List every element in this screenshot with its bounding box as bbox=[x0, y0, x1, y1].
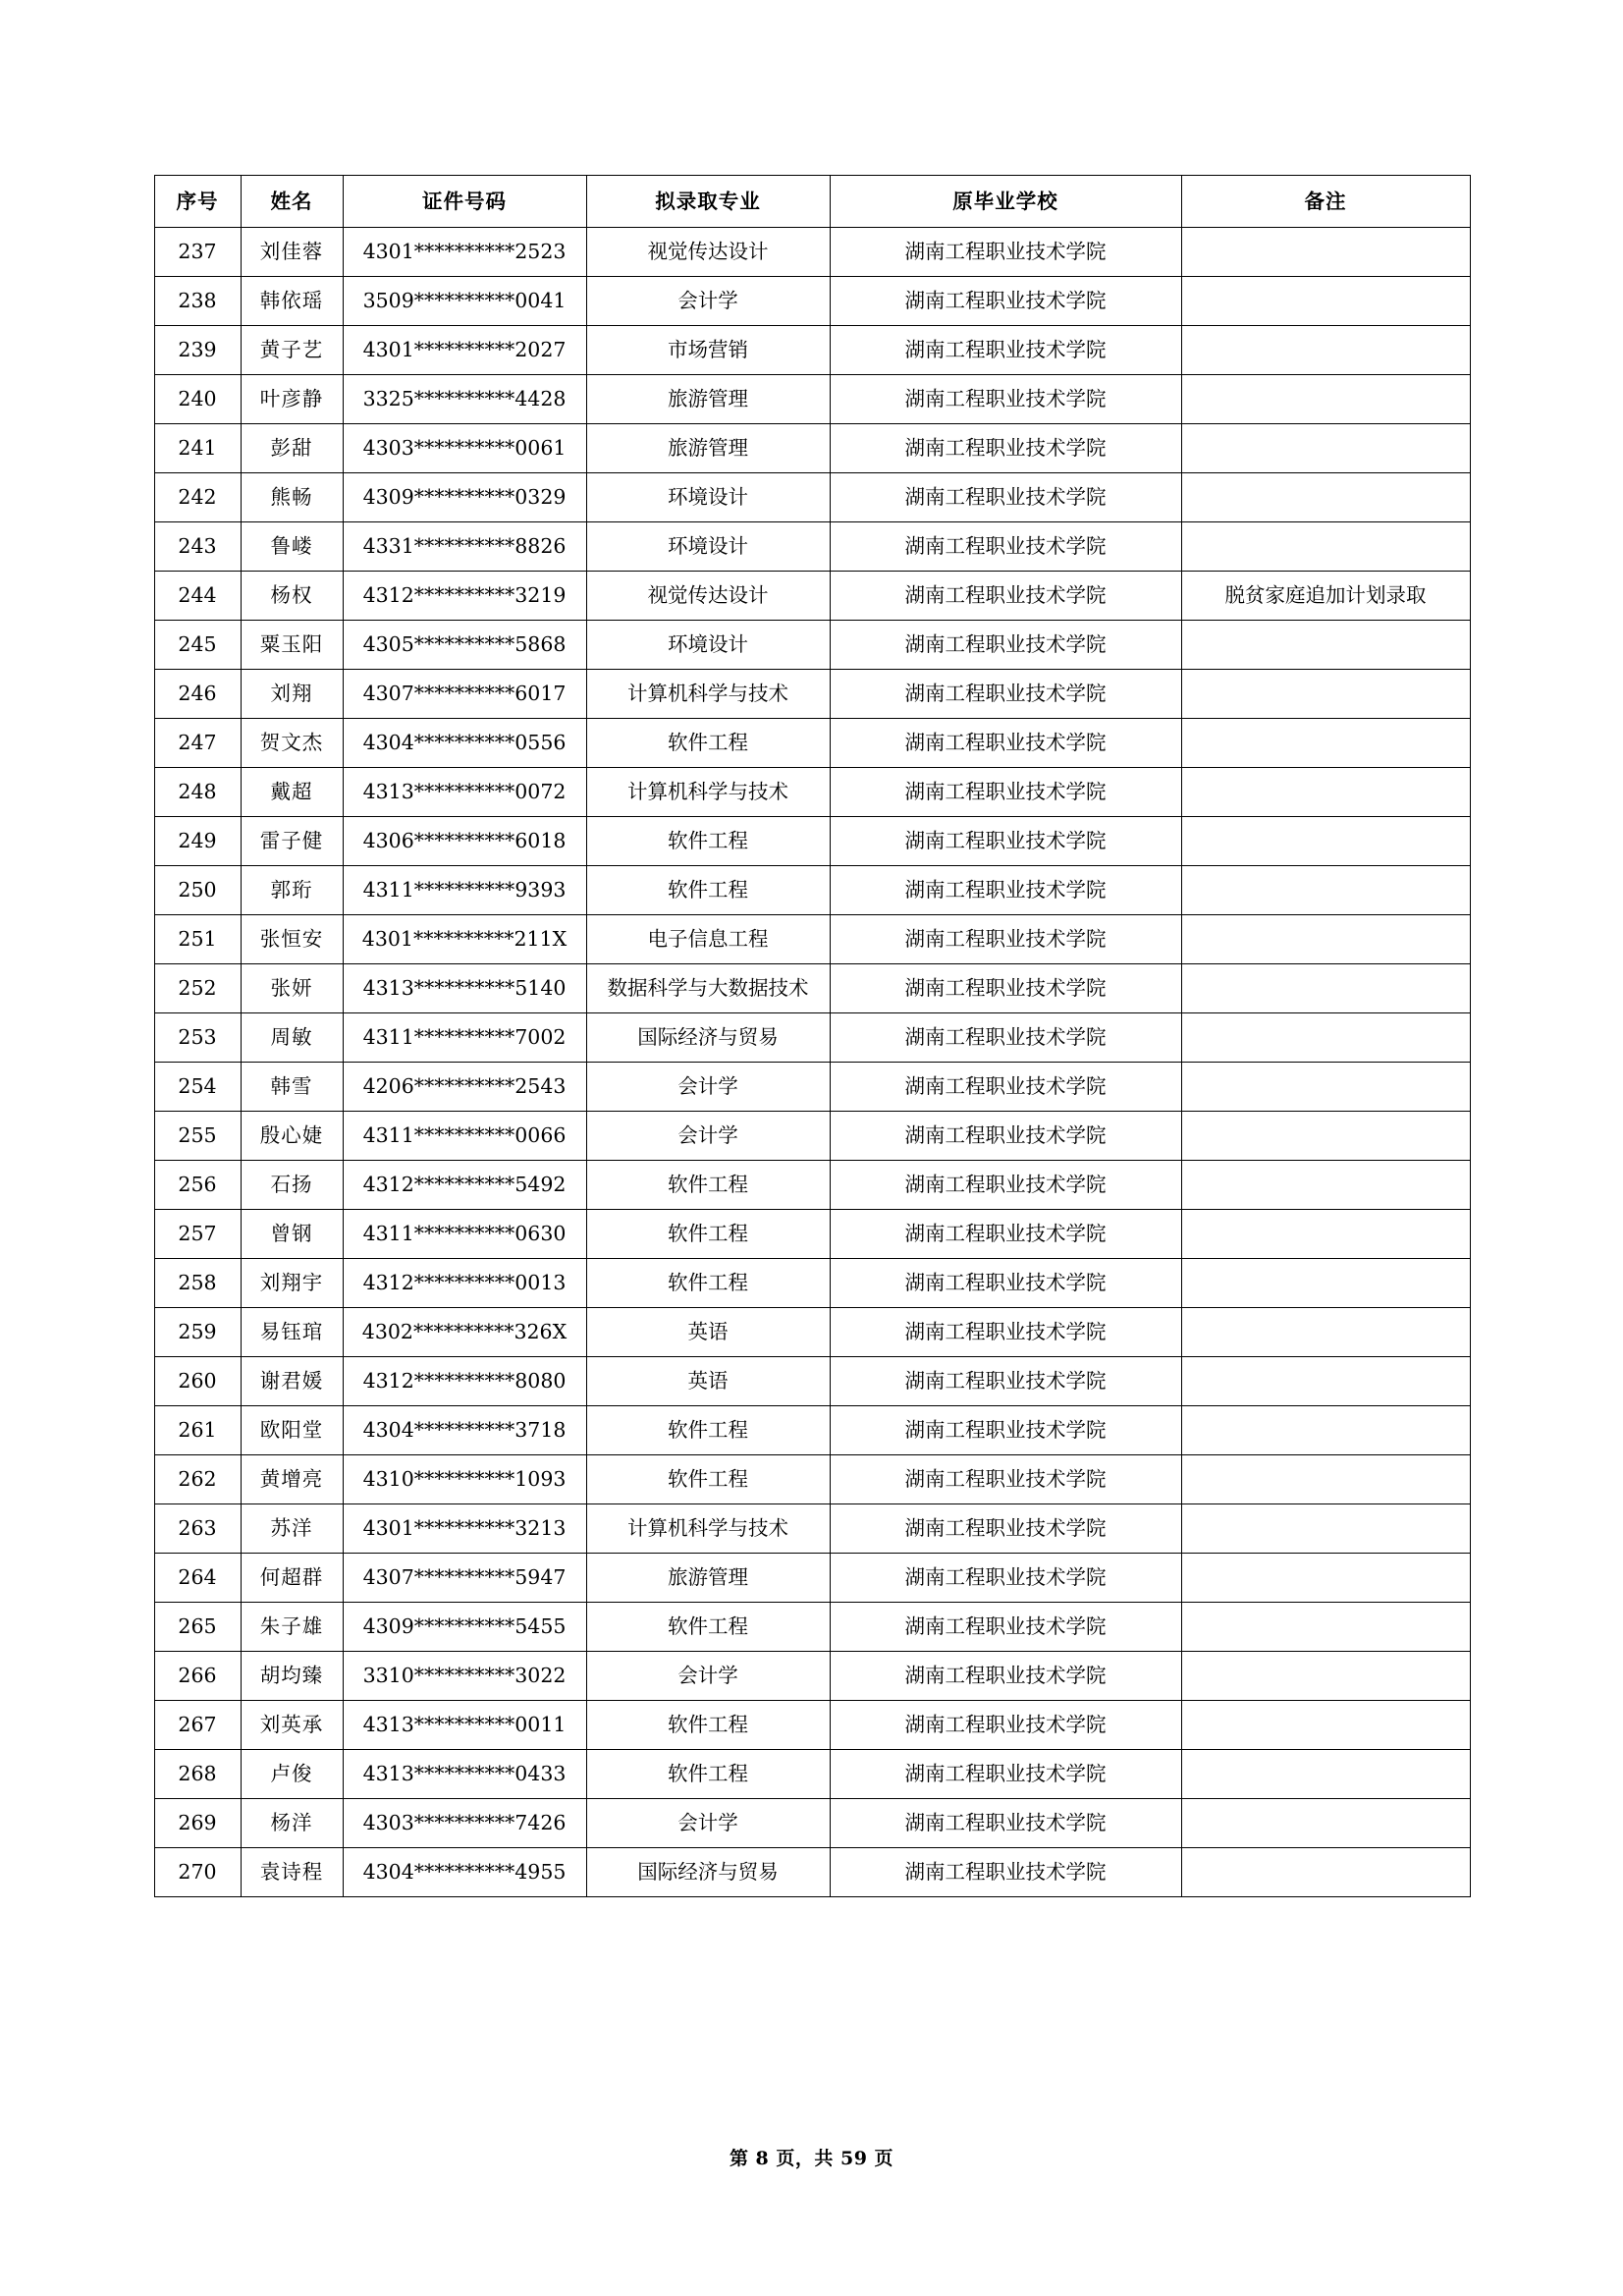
cell-school: 湖南工程职业技术学院 bbox=[830, 522, 1181, 572]
cell-seq: 239 bbox=[154, 326, 241, 375]
cell-id-number: 3509**********0041 bbox=[343, 277, 586, 326]
cell-name: 刘佳蓉 bbox=[241, 228, 343, 277]
cell-seq: 257 bbox=[154, 1210, 241, 1259]
cell-seq: 245 bbox=[154, 621, 241, 670]
cell-name: 易钰琯 bbox=[241, 1308, 343, 1357]
cell-name: 郭珩 bbox=[241, 866, 343, 915]
cell-name: 苏洋 bbox=[241, 1504, 343, 1554]
cell-school: 湖南工程职业技术学院 bbox=[830, 915, 1181, 964]
column-header-note: 备注 bbox=[1181, 176, 1470, 228]
cell-id-number: 4312**********0013 bbox=[343, 1259, 586, 1308]
cell-name: 韩雪 bbox=[241, 1063, 343, 1112]
cell-school: 湖南工程职业技术学院 bbox=[830, 1357, 1181, 1406]
cell-major: 视觉传达设计 bbox=[586, 228, 830, 277]
cell-major: 旅游管理 bbox=[586, 424, 830, 473]
cell-major: 软件工程 bbox=[586, 1161, 830, 1210]
cell-name: 黄子艺 bbox=[241, 326, 343, 375]
cell-id-number: 4303**********0061 bbox=[343, 424, 586, 473]
cell-id-number: 4311**********9393 bbox=[343, 866, 586, 915]
cell-major: 会计学 bbox=[586, 1063, 830, 1112]
cell-school: 湖南工程职业技术学院 bbox=[830, 375, 1181, 424]
cell-id-number: 4304**********3718 bbox=[343, 1406, 586, 1455]
cell-id-number: 4301**********2523 bbox=[343, 228, 586, 277]
column-header-major: 拟录取专业 bbox=[586, 176, 830, 228]
cell-major: 视觉传达设计 bbox=[586, 572, 830, 621]
cell-note bbox=[1181, 1161, 1470, 1210]
cell-seq: 267 bbox=[154, 1701, 241, 1750]
cell-note bbox=[1181, 817, 1470, 866]
cell-seq: 263 bbox=[154, 1504, 241, 1554]
cell-seq: 249 bbox=[154, 817, 241, 866]
cell-major: 电子信息工程 bbox=[586, 915, 830, 964]
cell-id-number: 4312**********5492 bbox=[343, 1161, 586, 1210]
table-row bbox=[154, 964, 1470, 1013]
table-row bbox=[154, 1504, 1470, 1554]
cell-id-number: 4301**********3213 bbox=[343, 1504, 586, 1554]
cell-seq: 258 bbox=[154, 1259, 241, 1308]
table-row bbox=[154, 1848, 1470, 1897]
cell-name: 贺文杰 bbox=[241, 719, 343, 768]
cell-school: 湖南工程职业技术学院 bbox=[830, 228, 1181, 277]
table-row bbox=[154, 1308, 1470, 1357]
cell-seq: 256 bbox=[154, 1161, 241, 1210]
cell-major: 软件工程 bbox=[586, 1455, 830, 1504]
table-row bbox=[154, 1406, 1470, 1455]
cell-id-number: 4312**********3219 bbox=[343, 572, 586, 621]
cell-name: 韩依瑶 bbox=[241, 277, 343, 326]
table-row bbox=[154, 473, 1470, 522]
cell-seq: 248 bbox=[154, 768, 241, 817]
cell-name: 粟玉阳 bbox=[241, 621, 343, 670]
cell-school: 湖南工程职业技术学院 bbox=[830, 1652, 1181, 1701]
cell-note bbox=[1181, 1652, 1470, 1701]
cell-name: 袁诗程 bbox=[241, 1848, 343, 1897]
table-row bbox=[154, 1554, 1470, 1603]
table-row bbox=[154, 621, 1470, 670]
cell-name: 张妍 bbox=[241, 964, 343, 1013]
page-number-label: 第 8 页，共 59 页 bbox=[729, 2148, 894, 2169]
table-row bbox=[154, 1652, 1470, 1701]
cell-major: 软件工程 bbox=[586, 1259, 830, 1308]
cell-id-number: 4311**********0630 bbox=[343, 1210, 586, 1259]
table-row bbox=[154, 1112, 1470, 1161]
cell-note bbox=[1181, 522, 1470, 572]
table-row bbox=[154, 1063, 1470, 1112]
cell-school: 湖南工程职业技术学院 bbox=[830, 1013, 1181, 1063]
cell-id-number: 4309**********0329 bbox=[343, 473, 586, 522]
cell-school: 湖南工程职业技术学院 bbox=[830, 1308, 1181, 1357]
cell-note bbox=[1181, 1357, 1470, 1406]
cell-name: 张恒安 bbox=[241, 915, 343, 964]
cell-seq: 244 bbox=[154, 572, 241, 621]
roster-table-container bbox=[154, 175, 1470, 1897]
cell-name: 周敏 bbox=[241, 1013, 343, 1063]
cell-id-number: 4331**********8826 bbox=[343, 522, 586, 572]
cell-school: 湖南工程职业技术学院 bbox=[830, 1161, 1181, 1210]
cell-name: 曾钢 bbox=[241, 1210, 343, 1259]
table-row bbox=[154, 1701, 1470, 1750]
cell-name: 胡均臻 bbox=[241, 1652, 343, 1701]
table-row bbox=[154, 1603, 1470, 1652]
cell-seq: 253 bbox=[154, 1013, 241, 1063]
cell-id-number: 4313**********0011 bbox=[343, 1701, 586, 1750]
cell-note bbox=[1181, 719, 1470, 768]
cell-major: 软件工程 bbox=[586, 817, 830, 866]
cell-name: 鲁嵝 bbox=[241, 522, 343, 572]
cell-school: 湖南工程职业技术学院 bbox=[830, 866, 1181, 915]
cell-id-number: 4304**********0556 bbox=[343, 719, 586, 768]
cell-id-number: 4206**********2543 bbox=[343, 1063, 586, 1112]
cell-note bbox=[1181, 1308, 1470, 1357]
cell-note bbox=[1181, 1210, 1470, 1259]
cell-major: 国际经济与贸易 bbox=[586, 1013, 830, 1063]
cell-major: 英语 bbox=[586, 1357, 830, 1406]
cell-major: 软件工程 bbox=[586, 1750, 830, 1799]
cell-id-number: 4312**********8080 bbox=[343, 1357, 586, 1406]
table-row bbox=[154, 1750, 1470, 1799]
cell-school: 湖南工程职业技术学院 bbox=[830, 473, 1181, 522]
cell-note bbox=[1181, 1259, 1470, 1308]
cell-note bbox=[1181, 473, 1470, 522]
cell-name: 石扬 bbox=[241, 1161, 343, 1210]
cell-id-number: 4310**********1093 bbox=[343, 1455, 586, 1504]
cell-school: 湖南工程职业技术学院 bbox=[830, 572, 1181, 621]
cell-seq: 242 bbox=[154, 473, 241, 522]
cell-major: 软件工程 bbox=[586, 1603, 830, 1652]
cell-name: 叶彦静 bbox=[241, 375, 343, 424]
cell-name: 刘英承 bbox=[241, 1701, 343, 1750]
cell-note bbox=[1181, 915, 1470, 964]
cell-note bbox=[1181, 964, 1470, 1013]
cell-school: 湖南工程职业技术学院 bbox=[830, 277, 1181, 326]
cell-note bbox=[1181, 1406, 1470, 1455]
cell-id-number: 4311**********0066 bbox=[343, 1112, 586, 1161]
cell-school: 湖南工程职业技术学院 bbox=[830, 1504, 1181, 1554]
cell-major: 软件工程 bbox=[586, 1701, 830, 1750]
cell-seq: 268 bbox=[154, 1750, 241, 1799]
table-row bbox=[154, 817, 1470, 866]
table-row bbox=[154, 1799, 1470, 1848]
cell-major: 软件工程 bbox=[586, 1210, 830, 1259]
cell-name: 雷子健 bbox=[241, 817, 343, 866]
cell-school: 湖南工程职业技术学院 bbox=[830, 1750, 1181, 1799]
cell-id-number: 4307**********6017 bbox=[343, 670, 586, 719]
cell-id-number: 4301**********2027 bbox=[343, 326, 586, 375]
table-row bbox=[154, 1357, 1470, 1406]
table-row bbox=[154, 670, 1470, 719]
cell-major: 环境设计 bbox=[586, 473, 830, 522]
cell-school: 湖南工程职业技术学院 bbox=[830, 964, 1181, 1013]
cell-id-number: 4304**********4955 bbox=[343, 1848, 586, 1897]
cell-seq: 240 bbox=[154, 375, 241, 424]
cell-major: 市场营销 bbox=[586, 326, 830, 375]
cell-name: 黄增亮 bbox=[241, 1455, 343, 1504]
cell-note bbox=[1181, 1504, 1470, 1554]
table-row bbox=[154, 572, 1470, 621]
cell-seq: 259 bbox=[154, 1308, 241, 1357]
table-row bbox=[154, 424, 1470, 473]
column-header-id-number: 证件号码 bbox=[343, 176, 586, 228]
cell-note bbox=[1181, 621, 1470, 670]
cell-note bbox=[1181, 768, 1470, 817]
cell-name: 杨权 bbox=[241, 572, 343, 621]
cell-id-number: 4313**********0433 bbox=[343, 1750, 586, 1799]
cell-id-number: 4313**********5140 bbox=[343, 964, 586, 1013]
table-row bbox=[154, 768, 1470, 817]
cell-major: 计算机科学与技术 bbox=[586, 670, 830, 719]
cell-school: 湖南工程职业技术学院 bbox=[830, 1259, 1181, 1308]
cell-seq: 262 bbox=[154, 1455, 241, 1504]
cell-major: 旅游管理 bbox=[586, 1554, 830, 1603]
column-header-seq: 序号 bbox=[154, 176, 241, 228]
cell-seq: 243 bbox=[154, 522, 241, 572]
cell-seq: 260 bbox=[154, 1357, 241, 1406]
cell-seq: 261 bbox=[154, 1406, 241, 1455]
cell-major: 国际经济与贸易 bbox=[586, 1848, 830, 1897]
cell-major: 计算机科学与技术 bbox=[586, 768, 830, 817]
cell-note bbox=[1181, 1750, 1470, 1799]
cell-id-number: 4309**********5455 bbox=[343, 1603, 586, 1652]
cell-note bbox=[1181, 424, 1470, 473]
cell-id-number: 3310**********3022 bbox=[343, 1652, 586, 1701]
cell-major: 软件工程 bbox=[586, 719, 830, 768]
cell-name: 殷心婕 bbox=[241, 1112, 343, 1161]
cell-major: 软件工程 bbox=[586, 866, 830, 915]
table-row bbox=[154, 1455, 1470, 1504]
cell-seq: 237 bbox=[154, 228, 241, 277]
admission-roster-table bbox=[154, 175, 1471, 1897]
table-row bbox=[154, 522, 1470, 572]
cell-note bbox=[1181, 1013, 1470, 1063]
cell-note bbox=[1181, 1554, 1470, 1603]
cell-school: 湖南工程职业技术学院 bbox=[830, 1848, 1181, 1897]
cell-major: 数据科学与大数据技术 bbox=[586, 964, 830, 1013]
cell-school: 湖南工程职业技术学院 bbox=[830, 1455, 1181, 1504]
cell-id-number: 4302**********326X bbox=[343, 1308, 586, 1357]
cell-note bbox=[1181, 1455, 1470, 1504]
cell-id-number: 4313**********0072 bbox=[343, 768, 586, 817]
cell-seq: 254 bbox=[154, 1063, 241, 1112]
cell-seq: 238 bbox=[154, 277, 241, 326]
table-row bbox=[154, 719, 1470, 768]
column-header-school: 原毕业学校 bbox=[830, 176, 1181, 228]
cell-major: 会计学 bbox=[586, 1112, 830, 1161]
cell-name: 刘翔宇 bbox=[241, 1259, 343, 1308]
cell-seq: 247 bbox=[154, 719, 241, 768]
table-row bbox=[154, 1259, 1470, 1308]
cell-note: 脱贫家庭追加计划录取 bbox=[1181, 572, 1470, 621]
cell-school: 湖南工程职业技术学院 bbox=[830, 768, 1181, 817]
cell-seq: 270 bbox=[154, 1848, 241, 1897]
cell-seq: 264 bbox=[154, 1554, 241, 1603]
cell-seq: 252 bbox=[154, 964, 241, 1013]
cell-note bbox=[1181, 1063, 1470, 1112]
cell-note bbox=[1181, 866, 1470, 915]
cell-seq: 265 bbox=[154, 1603, 241, 1652]
column-header-name: 姓名 bbox=[241, 176, 343, 228]
cell-school: 湖南工程职业技术学院 bbox=[830, 670, 1181, 719]
cell-seq: 269 bbox=[154, 1799, 241, 1848]
cell-major: 环境设计 bbox=[586, 621, 830, 670]
cell-id-number: 4307**********5947 bbox=[343, 1554, 586, 1603]
cell-seq: 255 bbox=[154, 1112, 241, 1161]
cell-major: 计算机科学与技术 bbox=[586, 1504, 830, 1554]
cell-id-number: 4303**********7426 bbox=[343, 1799, 586, 1848]
cell-name: 卢俊 bbox=[241, 1750, 343, 1799]
cell-seq: 241 bbox=[154, 424, 241, 473]
table-row bbox=[154, 1210, 1470, 1259]
cell-note bbox=[1181, 277, 1470, 326]
cell-id-number: 4306**********6018 bbox=[343, 817, 586, 866]
cell-note bbox=[1181, 1603, 1470, 1652]
cell-major: 会计学 bbox=[586, 277, 830, 326]
cell-school: 湖南工程职业技术学院 bbox=[830, 1799, 1181, 1848]
cell-seq: 266 bbox=[154, 1652, 241, 1701]
table-row bbox=[154, 1161, 1470, 1210]
table-row bbox=[154, 277, 1470, 326]
table-row bbox=[154, 326, 1470, 375]
cell-major: 软件工程 bbox=[586, 1406, 830, 1455]
cell-note bbox=[1181, 228, 1470, 277]
cell-school: 湖南工程职业技术学院 bbox=[830, 1554, 1181, 1603]
cell-school: 湖南工程职业技术学院 bbox=[830, 1406, 1181, 1455]
cell-school: 湖南工程职业技术学院 bbox=[830, 326, 1181, 375]
table-row bbox=[154, 1013, 1470, 1063]
cell-major: 会计学 bbox=[586, 1652, 830, 1701]
cell-note bbox=[1181, 1848, 1470, 1897]
cell-id-number: 4311**********7002 bbox=[343, 1013, 586, 1063]
cell-name: 欧阳堂 bbox=[241, 1406, 343, 1455]
cell-name: 谢君媛 bbox=[241, 1357, 343, 1406]
cell-name: 何超群 bbox=[241, 1554, 343, 1603]
table-row bbox=[154, 866, 1470, 915]
cell-id-number: 4301**********211X bbox=[343, 915, 586, 964]
cell-seq: 246 bbox=[154, 670, 241, 719]
table-header-row bbox=[154, 176, 1470, 228]
cell-school: 湖南工程职业技术学院 bbox=[830, 1701, 1181, 1750]
table-row bbox=[154, 915, 1470, 964]
cell-major: 旅游管理 bbox=[586, 375, 830, 424]
cell-id-number: 4305**********5868 bbox=[343, 621, 586, 670]
cell-school: 湖南工程职业技术学院 bbox=[830, 1063, 1181, 1112]
cell-name: 朱子雄 bbox=[241, 1603, 343, 1652]
cell-major: 会计学 bbox=[586, 1799, 830, 1848]
cell-major: 英语 bbox=[586, 1308, 830, 1357]
table-row bbox=[154, 228, 1470, 277]
cell-school: 湖南工程职业技术学院 bbox=[830, 719, 1181, 768]
table-body bbox=[154, 228, 1470, 1897]
cell-note bbox=[1181, 670, 1470, 719]
cell-note bbox=[1181, 1799, 1470, 1848]
cell-major: 环境设计 bbox=[586, 522, 830, 572]
cell-note bbox=[1181, 375, 1470, 424]
cell-id-number: 3325**********4428 bbox=[343, 375, 586, 424]
cell-seq: 250 bbox=[154, 866, 241, 915]
cell-school: 湖南工程职业技术学院 bbox=[830, 1112, 1181, 1161]
cell-school: 湖南工程职业技术学院 bbox=[830, 621, 1181, 670]
cell-school: 湖南工程职业技术学院 bbox=[830, 1603, 1181, 1652]
cell-note bbox=[1181, 326, 1470, 375]
table-header bbox=[154, 176, 1470, 228]
table-row bbox=[154, 375, 1470, 424]
cell-name: 杨洋 bbox=[241, 1799, 343, 1848]
cell-note bbox=[1181, 1112, 1470, 1161]
cell-name: 戴超 bbox=[241, 768, 343, 817]
cell-name: 刘翔 bbox=[241, 670, 343, 719]
cell-name: 熊畅 bbox=[241, 473, 343, 522]
cell-school: 湖南工程职业技术学院 bbox=[830, 1210, 1181, 1259]
cell-school: 湖南工程职业技术学院 bbox=[830, 424, 1181, 473]
cell-note bbox=[1181, 1701, 1470, 1750]
cell-school: 湖南工程职业技术学院 bbox=[830, 817, 1181, 866]
page-footer bbox=[0, 2144, 1623, 2170]
cell-name: 彭甜 bbox=[241, 424, 343, 473]
cell-seq: 251 bbox=[154, 915, 241, 964]
